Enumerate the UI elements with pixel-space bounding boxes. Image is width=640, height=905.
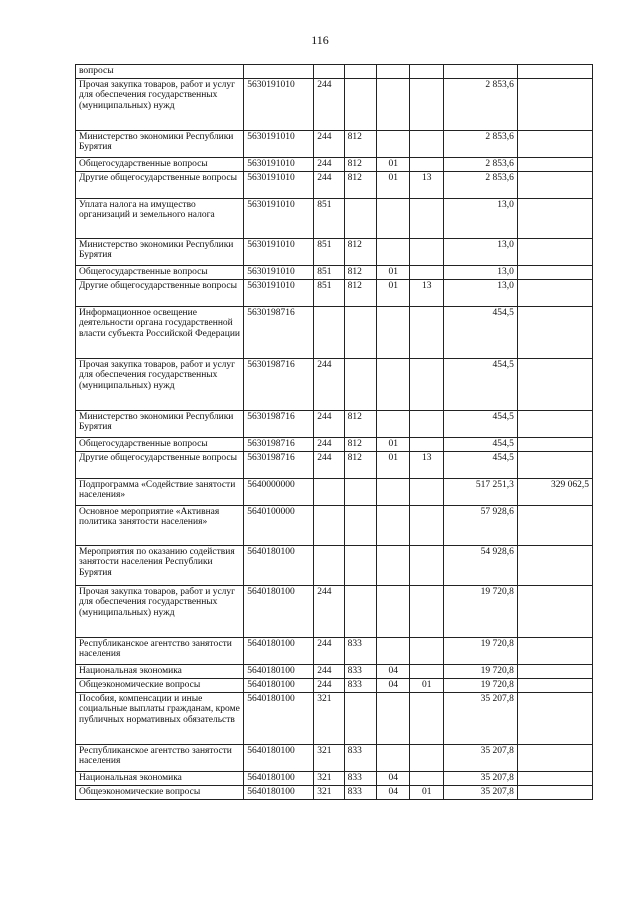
cell-expense-type: 851 [314,280,344,307]
cell-amount-year1: 13,0 [443,239,517,266]
cell-target-article: 5630191010 [244,239,314,266]
cell-subsection [410,359,443,411]
cell-amount-year2 [517,411,592,438]
cell-amount-year1: 2 853,6 [443,131,517,158]
cell-administrator [344,307,376,359]
table-row [76,586,593,638]
table-row [76,665,593,679]
table-row [76,65,593,79]
cell-name: Уплата налога на имущество организаций и земельного налога [76,199,244,239]
cell-amount-year2 [517,79,592,131]
cell-section [377,546,410,586]
cell-administrator: 812 [344,452,376,479]
cell-amount-year2 [517,506,592,546]
cell-name: Мероприятия по оказанию содействия занятости населения Республики Бурятия [76,546,244,586]
cell-amount-year2 [517,266,592,280]
cell-target-article: 5640000000 [244,479,314,506]
cell-name: Другие общегосударственные вопросы [76,280,244,307]
table-row [76,359,593,411]
cell-name: Подпрограмма «Содействие занятости населения» [76,479,244,506]
cell-administrator: 833 [344,665,376,679]
cell-name: Прочая закупка товаров, работ и услуг для обеспечения государственных (муниципальных) нужд [76,586,244,638]
cell-amount-year1: 35 207,8 [443,786,517,800]
cell-amount-year1: 454,5 [443,359,517,411]
cell-subsection [410,638,443,665]
cell-name: Министерство экономики Республики Бурятия [76,411,244,438]
table-row [76,266,593,280]
cell-administrator [344,199,376,239]
cell-administrator: 812 [344,131,376,158]
cell-name: Национальная экономика [76,665,244,679]
table-row [76,172,593,199]
cell-section: 01 [377,266,410,280]
cell-target-article: 5640180100 [244,546,314,586]
cell-administrator: 812 [344,280,376,307]
cell-subsection [410,158,443,172]
cell-expense-type [314,307,344,359]
cell-amount-year2 [517,679,592,693]
cell-amount-year2 [517,307,592,359]
cell-target-article: 5640180100 [244,679,314,693]
cell-subsection [410,266,443,280]
cell-section [377,79,410,131]
cell-amount-year1: 19 720,8 [443,665,517,679]
cell-amount-year1: 2 853,6 [443,79,517,131]
cell-amount-year1: 2 853,6 [443,172,517,199]
cell-expense-type: 321 [314,772,344,786]
cell-amount-year2 [517,158,592,172]
cell-administrator [344,359,376,411]
cell-name: Информационное освещение деятельности органа государственной власти субъекта Российской Федерации [76,307,244,359]
cell-administrator: 833 [344,679,376,693]
cell-subsection [410,411,443,438]
cell-amount-year1: 13,0 [443,280,517,307]
cell-expense-type: 244 [314,411,344,438]
cell-section [377,411,410,438]
cell-section [377,239,410,266]
cell-administrator: 833 [344,786,376,800]
cell-subsection: 13 [410,280,443,307]
cell-amount-year2 [517,772,592,786]
cell-amount-year1: 13,0 [443,266,517,280]
cell-expense-type [314,65,344,79]
cell-expense-type: 244 [314,131,344,158]
cell-section [377,65,410,79]
cell-expense-type: 244 [314,679,344,693]
cell-expense-type: 244 [314,665,344,679]
table-row [76,438,593,452]
table-row [76,506,593,546]
cell-amount-year2 [517,546,592,586]
cell-amount-year2 [517,131,592,158]
table-row [76,745,593,772]
cell-subsection [410,546,443,586]
cell-name: Другие общегосударственные вопросы [76,452,244,479]
cell-target-article: 5630198716 [244,452,314,479]
cell-section: 04 [377,786,410,800]
cell-section [377,131,410,158]
cell-subsection [410,438,443,452]
cell-target-article: 5640180100 [244,586,314,638]
cell-expense-type: 244 [314,586,344,638]
table-row [76,131,593,158]
cell-name: Основное мероприятие «Активная политика занятости населения» [76,506,244,546]
cell-target-article [244,65,314,79]
table-row [76,79,593,131]
cell-subsection [410,199,443,239]
cell-subsection [410,79,443,131]
cell-administrator: 812 [344,411,376,438]
cell-amount-year2 [517,452,592,479]
cell-subsection [410,693,443,745]
cell-amount-year1: 13,0 [443,199,517,239]
cell-expense-type: 321 [314,786,344,800]
cell-target-article: 5630191010 [244,280,314,307]
cell-section: 04 [377,665,410,679]
cell-name: Республиканское агентство занятости населения [76,745,244,772]
cell-subsection [410,772,443,786]
cell-amount-year1: 19 720,8 [443,679,517,693]
cell-target-article: 5630198716 [244,438,314,452]
cell-amount-year2 [517,65,592,79]
cell-subsection [410,506,443,546]
cell-expense-type: 244 [314,438,344,452]
cell-subsection [410,586,443,638]
cell-administrator: 812 [344,172,376,199]
cell-subsection: 13 [410,452,443,479]
cell-administrator: 833 [344,745,376,772]
cell-name: Другие общегосударственные вопросы [76,172,244,199]
cell-expense-type: 244 [314,359,344,411]
cell-amount-year1: 2 853,6 [443,158,517,172]
table-row [76,546,593,586]
cell-amount-year2: 329 062,5 [517,479,592,506]
cell-section [377,693,410,745]
cell-administrator: 833 [344,772,376,786]
cell-name: Общегосударственные вопросы [76,438,244,452]
cell-administrator [344,586,376,638]
cell-target-article: 5630191010 [244,266,314,280]
cell-name: вопросы [76,65,244,79]
cell-target-article: 5630191010 [244,79,314,131]
cell-administrator [344,546,376,586]
cell-amount-year2 [517,438,592,452]
cell-administrator [344,506,376,546]
cell-administrator [344,79,376,131]
cell-section: 01 [377,280,410,307]
cell-section [377,745,410,772]
cell-name: Общегосударственные вопросы [76,158,244,172]
table-row [76,199,593,239]
cell-expense-type [314,479,344,506]
table-row [76,638,593,665]
cell-target-article: 5640180100 [244,665,314,679]
cell-section: 01 [377,158,410,172]
cell-amount-year2 [517,359,592,411]
table-row [76,411,593,438]
cell-amount-year2 [517,172,592,199]
cell-section [377,307,410,359]
cell-target-article: 5640180100 [244,638,314,665]
cell-target-article: 5630191010 [244,199,314,239]
cell-amount-year2 [517,786,592,800]
cell-subsection [410,239,443,266]
cell-amount-year1: 57 928,6 [443,506,517,546]
table-row [76,679,593,693]
cell-name: Республиканское агентство занятости населения [76,638,244,665]
cell-section: 01 [377,452,410,479]
cell-amount-year2 [517,239,592,266]
cell-amount-year1: 35 207,8 [443,772,517,786]
cell-expense-type: 244 [314,452,344,479]
cell-amount-year2 [517,665,592,679]
cell-expense-type: 321 [314,745,344,772]
table-row [76,772,593,786]
cell-target-article: 5630198716 [244,411,314,438]
cell-amount-year2 [517,693,592,745]
table-row [76,158,593,172]
cell-administrator: 812 [344,239,376,266]
cell-amount-year1: 35 207,8 [443,693,517,745]
table-row [76,307,593,359]
cell-name: Прочая закупка товаров, работ и услуг для обеспечения государственных (муниципальных) нужд [76,359,244,411]
cell-amount-year1: 19 720,8 [443,586,517,638]
cell-target-article: 5640180100 [244,693,314,745]
cell-subsection [410,745,443,772]
cell-expense-type: 851 [314,239,344,266]
cell-subsection [410,131,443,158]
cell-target-article: 5630191010 [244,131,314,158]
cell-expense-type: 321 [314,693,344,745]
cell-subsection [410,65,443,79]
cell-amount-year1: 19 720,8 [443,638,517,665]
cell-name: Министерство экономики Республики Бурятия [76,131,244,158]
cell-expense-type [314,546,344,586]
cell-expense-type: 244 [314,79,344,131]
cell-amount-year1: 54 928,6 [443,546,517,586]
cell-section [377,586,410,638]
cell-expense-type: 851 [314,266,344,280]
cell-administrator [344,693,376,745]
cell-name: Пособия, компенсации и иные социальные выплаты гражданам, кроме публичных нормативных обязательств [76,693,244,745]
cell-target-article: 5630191010 [244,172,314,199]
cell-target-article: 5630191010 [244,158,314,172]
table-row [76,280,593,307]
cell-amount-year1: 517 251,3 [443,479,517,506]
cell-expense-type: 244 [314,638,344,665]
budget-table [75,64,593,800]
table-row [76,693,593,745]
cell-amount-year1 [443,65,517,79]
table-row [76,786,593,800]
cell-administrator [344,65,376,79]
cell-section: 04 [377,679,410,693]
cell-subsection: 01 [410,786,443,800]
cell-amount-year1: 454,5 [443,438,517,452]
page-number: 116 [311,33,329,47]
cell-subsection [410,665,443,679]
cell-administrator: 812 [344,438,376,452]
cell-administrator: 812 [344,266,376,280]
cell-name: Национальная экономика [76,772,244,786]
cell-expense-type: 244 [314,158,344,172]
cell-expense-type [314,506,344,546]
cell-name: Общеэкономические вопросы [76,786,244,800]
cell-amount-year2 [517,199,592,239]
cell-amount-year2 [517,638,592,665]
cell-amount-year2 [517,586,592,638]
cell-amount-year2 [517,745,592,772]
cell-target-article: 5640180100 [244,745,314,772]
cell-subsection: 13 [410,172,443,199]
cell-amount-year1: 35 207,8 [443,745,517,772]
cell-expense-type: 851 [314,199,344,239]
cell-section [377,359,410,411]
cell-amount-year1: 454,5 [443,411,517,438]
cell-name: Общегосударственные вопросы [76,266,244,280]
cell-subsection: 01 [410,679,443,693]
cell-target-article: 5640180100 [244,772,314,786]
cell-target-article: 5630198716 [244,307,314,359]
cell-subsection [410,307,443,359]
cell-expense-type: 244 [314,172,344,199]
cell-amount-year2 [517,280,592,307]
cell-target-article: 5640180100 [244,786,314,800]
cell-name: Прочая закупка товаров, работ и услуг для обеспечения государственных (муниципальных) нужд [76,79,244,131]
cell-section [377,638,410,665]
cell-name: Общеэкономические вопросы [76,679,244,693]
cell-name: Министерство экономики Республики Бурятия [76,239,244,266]
budget-table-body [76,65,593,800]
cell-target-article: 5640100000 [244,506,314,546]
table-row [76,239,593,266]
cell-amount-year1: 454,5 [443,307,517,359]
cell-section: 04 [377,772,410,786]
cell-administrator: 812 [344,158,376,172]
cell-subsection [410,479,443,506]
cell-section [377,199,410,239]
table-row [76,452,593,479]
cell-administrator: 833 [344,638,376,665]
cell-target-article: 5630198716 [244,359,314,411]
cell-section [377,479,410,506]
cell-section: 01 [377,172,410,199]
table-row [76,479,593,506]
cell-amount-year1: 454,5 [443,452,517,479]
cell-section [377,506,410,546]
cell-administrator [344,479,376,506]
cell-section: 01 [377,438,410,452]
